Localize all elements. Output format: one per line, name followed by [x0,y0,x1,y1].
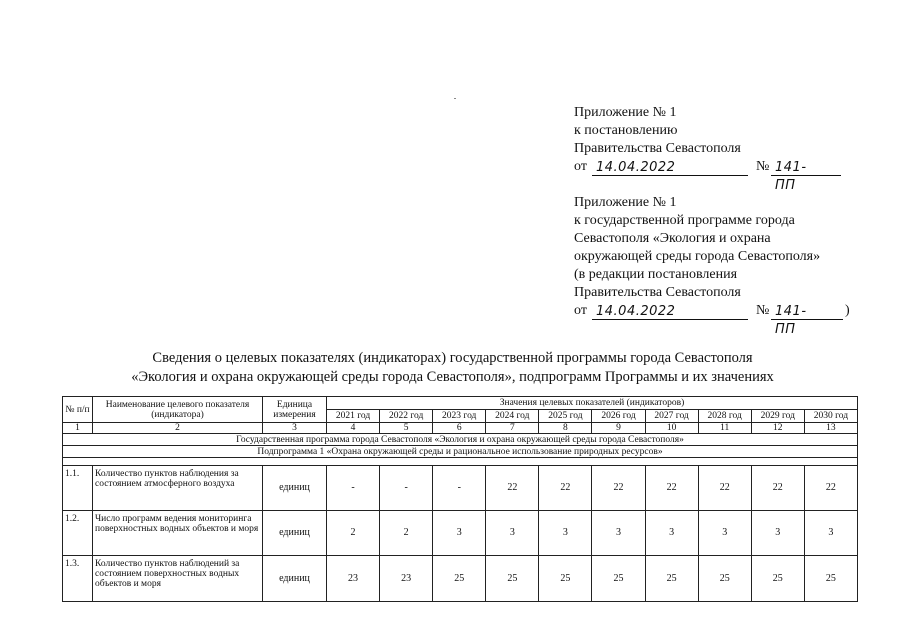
row-value: 3 [486,511,539,556]
row-value: 25 [804,556,857,602]
header-year: 2022 год [380,410,433,423]
number-label: № [756,159,770,174]
row-unit: единиц [263,556,327,602]
col-number: 6 [433,423,486,434]
document-title [0,349,905,387]
header-year: 2021 год [327,410,380,423]
row-value: - [327,466,380,511]
scan-speck [454,98,456,99]
col-number: 9 [592,423,645,434]
header-year: 2023 год [433,410,486,423]
spacer-row [63,458,858,466]
header-year: 2026 год [592,410,645,423]
header-year: 2028 год [698,410,751,423]
row-value: 2 [380,511,433,556]
row-num: 1.3. [63,556,93,602]
appendix-2-line4: окружающей среды города Севастополя» [574,249,821,264]
row-value: 22 [486,466,539,511]
row-value: 22 [804,466,857,511]
number-label: № [756,303,770,318]
row-unit: единиц [263,466,327,511]
col-number: 8 [539,423,592,434]
appendix-1-signature-line [574,158,807,193]
header-year: 2027 год [645,410,698,423]
table-row [63,466,858,511]
close-paren: ) [845,303,850,318]
header-year: 2029 год [751,410,804,423]
row-value: 3 [698,511,751,556]
row-num: 1.1. [63,466,93,511]
row-value: 22 [698,466,751,511]
col-number: 4 [327,423,380,434]
appendix-2-signature-line [574,302,850,337]
row-value: 22 [592,466,645,511]
row-value: 23 [327,556,380,602]
appendix-1-line2: к постановлению [574,123,678,138]
header-name: Наименование целевого показателя (индикатора) [93,397,263,423]
row-value: - [433,466,486,511]
row-value: 3 [645,511,698,556]
subprogram-row: Подпрограмма 1 «Охрана окружающей среды и рациональное использование природных ресурсов» [63,446,858,458]
col-number: 2 [93,423,263,434]
handwritten-date: 14.04.2022 [596,160,676,175]
appendix-1-line3: Правительства Севастополя [574,141,741,156]
header-values-group: Значения целевых показателей (индикаторов) [327,397,858,410]
handwritten-number: 141-ПП [775,160,807,193]
col-number: 12 [751,423,804,434]
table-row [63,556,858,602]
appendix-2-line6: Правительства Севастополя [574,285,741,300]
row-value: 3 [433,511,486,556]
col-number: 3 [263,423,327,434]
row-num: 1.2. [63,511,93,556]
appendix-2-line5: (в редакции постановления [574,267,738,282]
title-line-1: Сведения о целевых показателях (индикаторах) государственной программы города Севастополя [152,350,753,366]
appendix-2-block [574,194,850,337]
row-value: 25 [645,556,698,602]
appendix-1-block [574,104,807,193]
row-value: 3 [539,511,592,556]
row-name: Количество пунктов наблюдений за состоянием поверхностных водных объектов и моря [93,556,263,602]
from-label: от [574,303,587,318]
header-unit: Единица измерения [263,397,327,423]
header-year: 2024 год [486,410,539,423]
row-value: 25 [433,556,486,602]
program-row: Государственная программа города Севастополя «Экология и охрана окружающей среды города Севастополя» [63,434,858,446]
appendix-2-line3: Севастополя «Экология и охрана [574,231,771,246]
row-value: 25 [751,556,804,602]
col-number: 13 [804,423,857,434]
appendix-2-title: Приложение № 1 [574,195,677,210]
row-unit: единиц [263,511,327,556]
col-number: 10 [645,423,698,434]
row-value: 22 [645,466,698,511]
col-number: 7 [486,423,539,434]
row-value: 22 [539,466,592,511]
header-year: 2030 год [804,410,857,423]
handwritten-number: 141-ПП [775,304,807,337]
row-value: 2 [327,511,380,556]
appendix-2-line2: к государственной программе города [574,213,795,228]
row-value: 3 [804,511,857,556]
row-value: 25 [592,556,645,602]
row-value: 3 [592,511,645,556]
from-label: от [574,159,587,174]
table-row [63,511,858,556]
col-number: 11 [698,423,751,434]
row-name: Количество пунктов наблюдения за состоянием атмосферного воздуха [93,466,263,511]
row-value: 25 [486,556,539,602]
row-value: - [380,466,433,511]
header-num: № п/п [63,397,93,423]
col-number: 5 [380,423,433,434]
handwritten-date: 14.04.2022 [596,304,676,319]
col-number: 1 [63,423,93,434]
row-value: 23 [380,556,433,602]
row-value: 3 [751,511,804,556]
indicators-table [62,396,858,602]
header-year: 2025 год [539,410,592,423]
row-value: 25 [539,556,592,602]
row-value: 25 [698,556,751,602]
row-name: Число программ ведения мониторинга поверхностных водных объектов и моря [93,511,263,556]
title-line-2: «Экология и охрана окружающей среды города Севастополя», подпрограмм Программы и их значениях [131,369,774,385]
row-value: 22 [751,466,804,511]
appendix-1-title: Приложение № 1 [574,105,677,120]
